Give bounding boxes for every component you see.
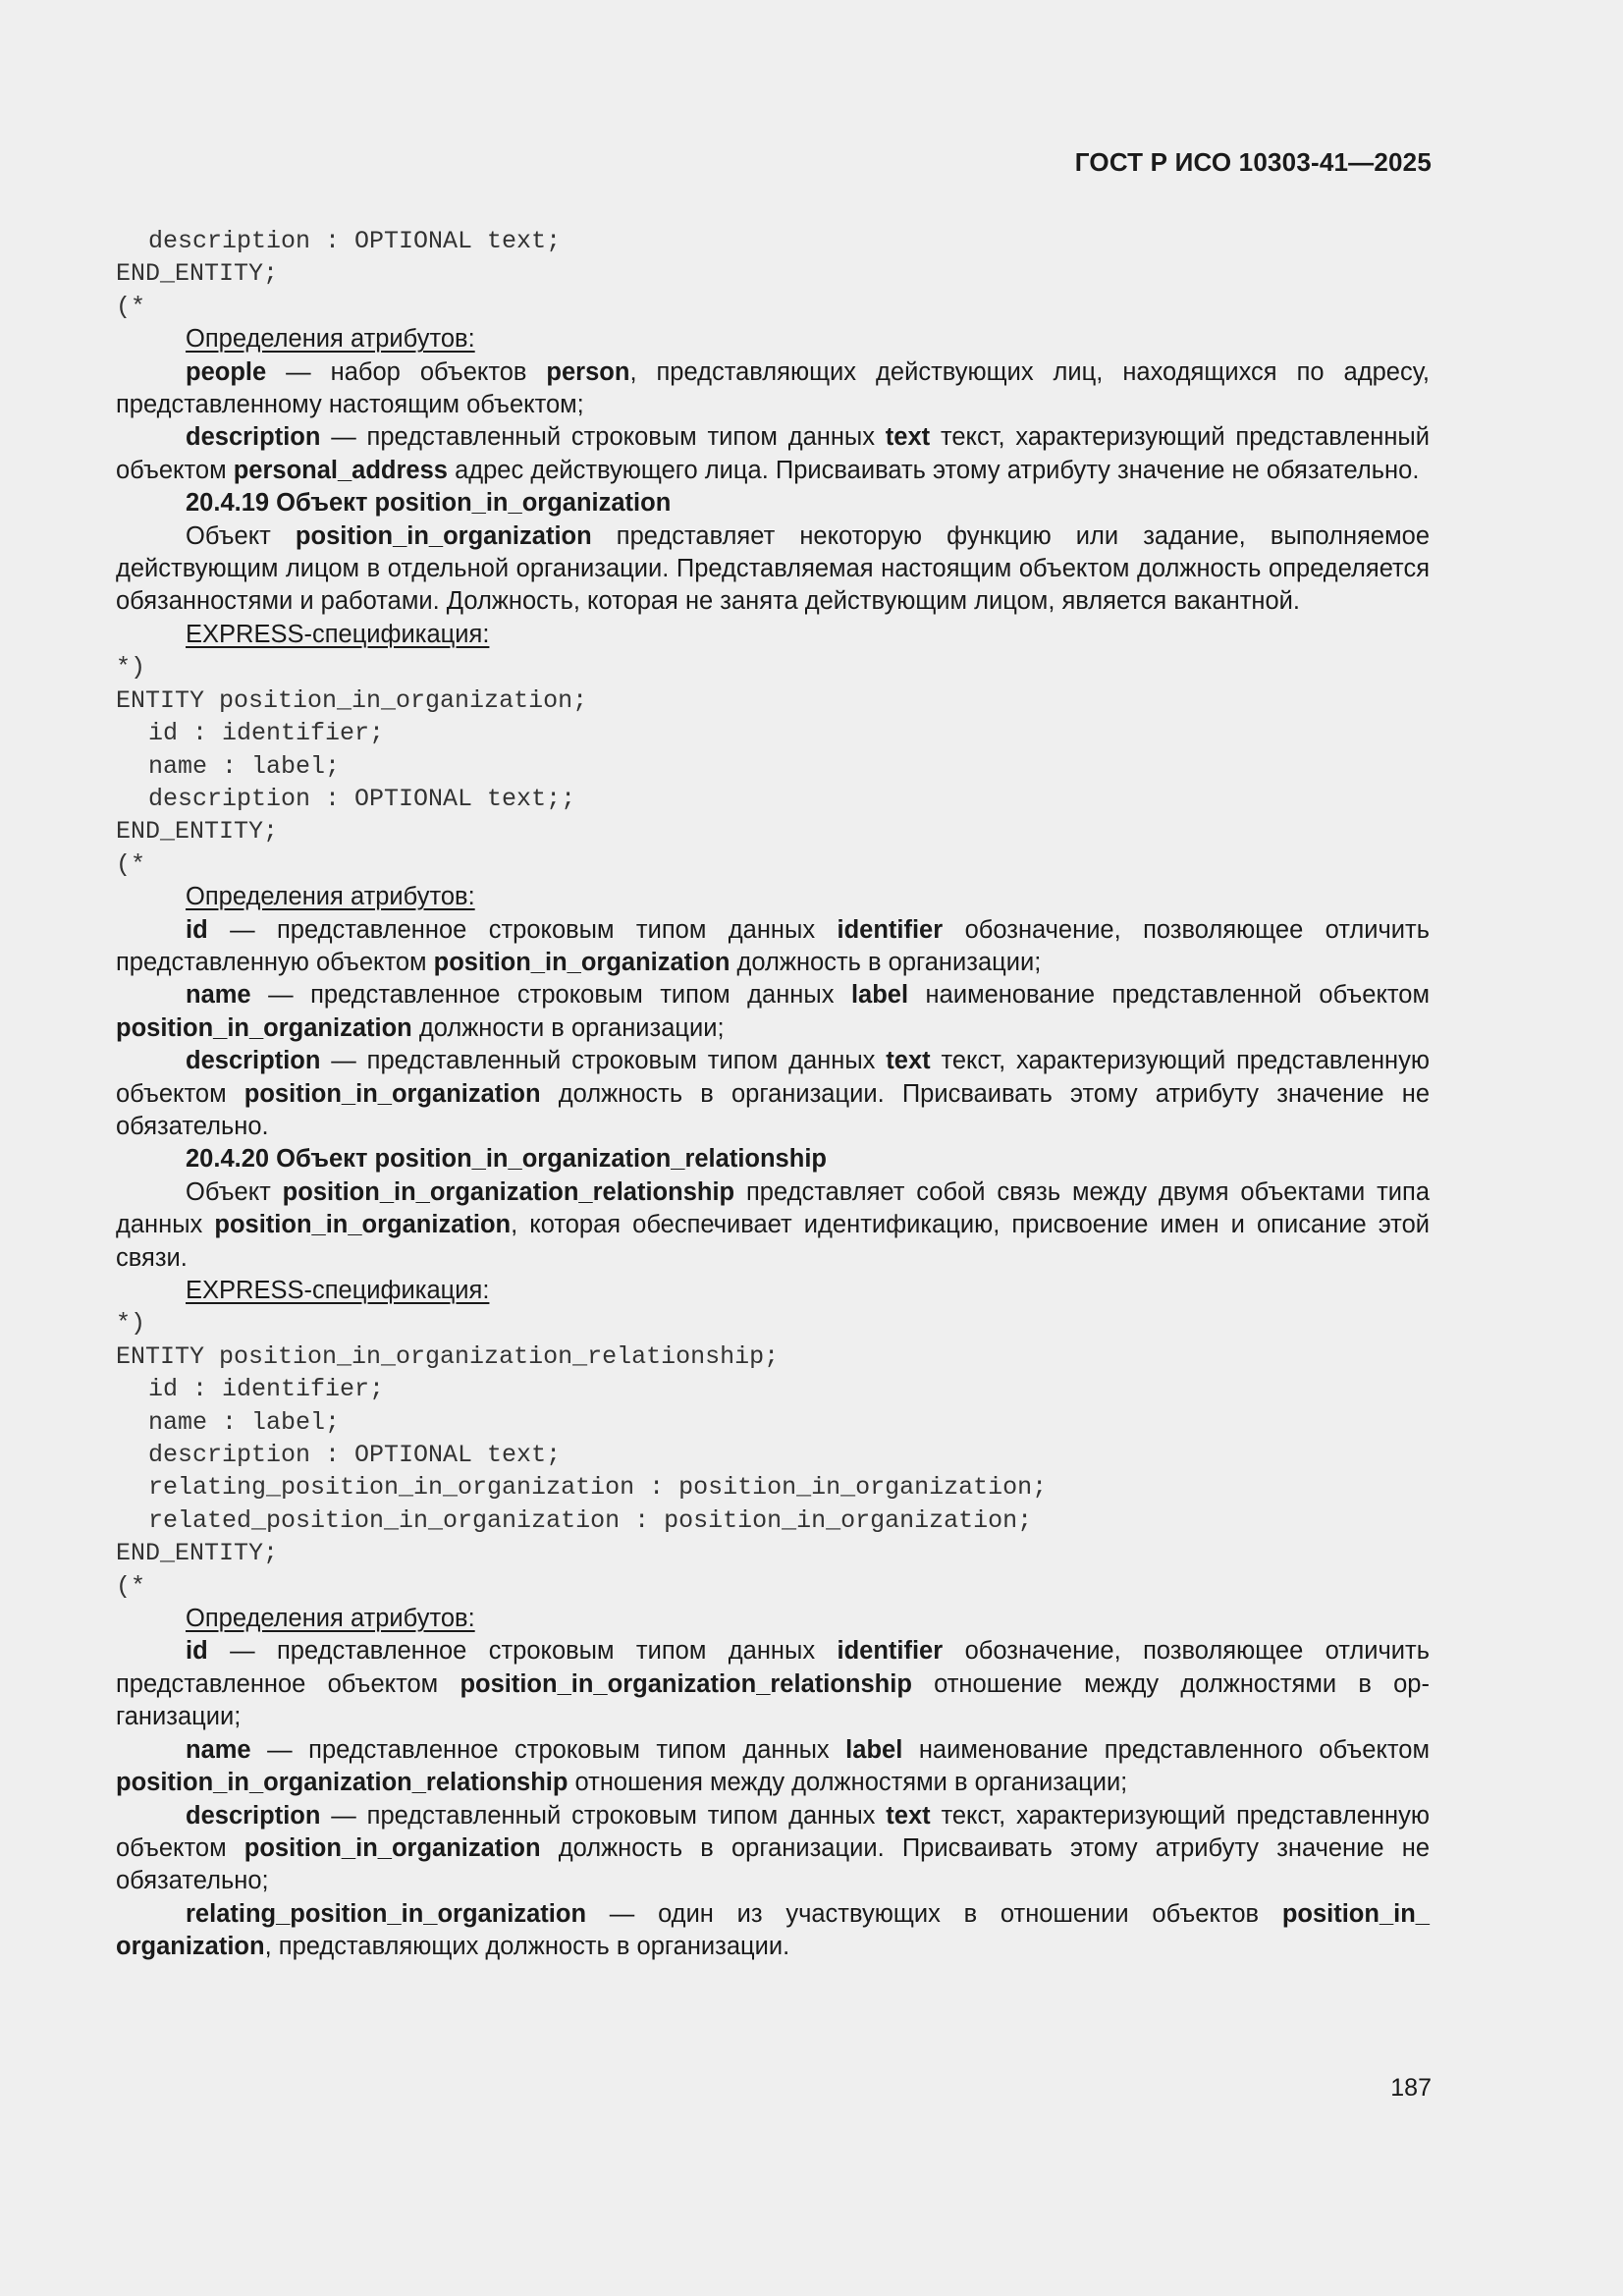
code-line: description : OPTIONAL text; [148, 1441, 562, 1470]
section-intro: Объект position_in_organization представляет некоторую функцию или задание, выполняемое действующим лицом в отдельной организации. Представляемая настоящим объектом должность определяется обязанностями и работами. Должность, которая не занята действующим лицом, является вакантной. [116, 521, 1430, 616]
attr-name-paragraph: name — представленное строковым типом данных label наименование представленной объектом position_in_organization должности в организации; [116, 981, 1430, 1042]
term: description [186, 423, 321, 452]
code-line: ENTITY position_in_organization; [116, 685, 588, 715]
attr-description-paragraph: description — представленный строковым типом данных text текст, характеризующий представленную объектом position_in_organization должность в организации. Присваивать этому атрибуту значение не обязательно. [116, 1047, 1430, 1140]
code-line: (* [116, 849, 146, 879]
code-line: END_ENTITY; [116, 1539, 279, 1568]
attr-description-paragraph: description — представленный строковым типом данных text текст, характеризующий представленный объектом personal_address адрес действующего лица. Присваивать этому атрибуту значение не обязательно. [116, 423, 1430, 484]
attr-id-paragraph: id — представленное строковым типом данных identifier обозначение, позволяющее отличить представленную объектом position_in_organization должность в организации; [116, 915, 1430, 976]
express-spec-label: EXPRESS-спецификация: [186, 620, 490, 648]
term: people [186, 357, 267, 386]
attr-people-paragraph: people — набор объектов person, представляющих действующих лиц, находящихся по адресу, представленному настоящим объектом; [116, 357, 1430, 419]
section-heading: 20.4.19 Объект position_in_organization [186, 489, 672, 518]
code-line: name : label; [148, 1407, 341, 1437]
code-line: relating_position_in_organization : position_in_organization; [148, 1473, 1048, 1503]
page-number: 187 [1390, 2074, 1432, 2102]
attr-defs-label: Определения атрибутов: [186, 1605, 475, 1633]
attr-description-paragraph: description — представленный строковым типом данных text текст, характеризующий представленную объектом position_in_organization должность в организации. Присваивать этому атрибуту значение не обязательно; [116, 1801, 1430, 1895]
code-line: ENTITY position_in_organization_relationship; [116, 1341, 780, 1371]
code-line: *) [116, 653, 146, 683]
code-line: name : label; [148, 751, 341, 781]
express-spec-label: EXPRESS-спецификация: [186, 1277, 490, 1304]
code-line: *) [116, 1309, 146, 1339]
attr-name-paragraph: name — представленное строковым типом данных label наименование представленного объектом position_in_organization_relationship отношения между должностями в организации; [116, 1735, 1430, 1797]
code-line: related_position_in_organization : position_in_organization; [148, 1505, 1033, 1535]
attr-defs-label: Определения атрибутов: [186, 325, 475, 354]
attr-id-paragraph: id — представленное строковым типом данных identifier обозначение, позволяющее отличить представленное объектом position_in_organization_relationship отношение между должностями в организации; [116, 1637, 1430, 1731]
code-line: description : OPTIONAL text;; [148, 784, 576, 813]
section-heading: 20.4.20 Объект position_in_organization_relationship [186, 1145, 827, 1174]
code-line: (* [116, 292, 146, 321]
attr-defs-label: Определения атрибутов: [186, 883, 475, 911]
code-line: id : identifier; [148, 719, 385, 748]
code-line: id : identifier; [148, 1375, 385, 1404]
code-line: description : OPTIONAL text; [148, 227, 562, 255]
code-line: (* [116, 1571, 146, 1601]
section-intro: Объект position_in_organization_relationship представляет собой связь между двумя объектами типа данных position_in_organization, которая обеспечивает идентификацию, присвоение имен и описание этой связи. [116, 1177, 1431, 1272]
attr-relating-paragraph: relating_position_in_organization — один из участвующих в отношении объектов position_in_ organization, представляющих должность в организации. [116, 1899, 1430, 1961]
code-line: END_ENTITY; [116, 259, 279, 289]
standard-header: ГОСТ Р ИСО 10303-41—2025 [1074, 147, 1432, 177]
page-content [116, 225, 1430, 1964]
code-line: END_ENTITY; [116, 817, 279, 847]
